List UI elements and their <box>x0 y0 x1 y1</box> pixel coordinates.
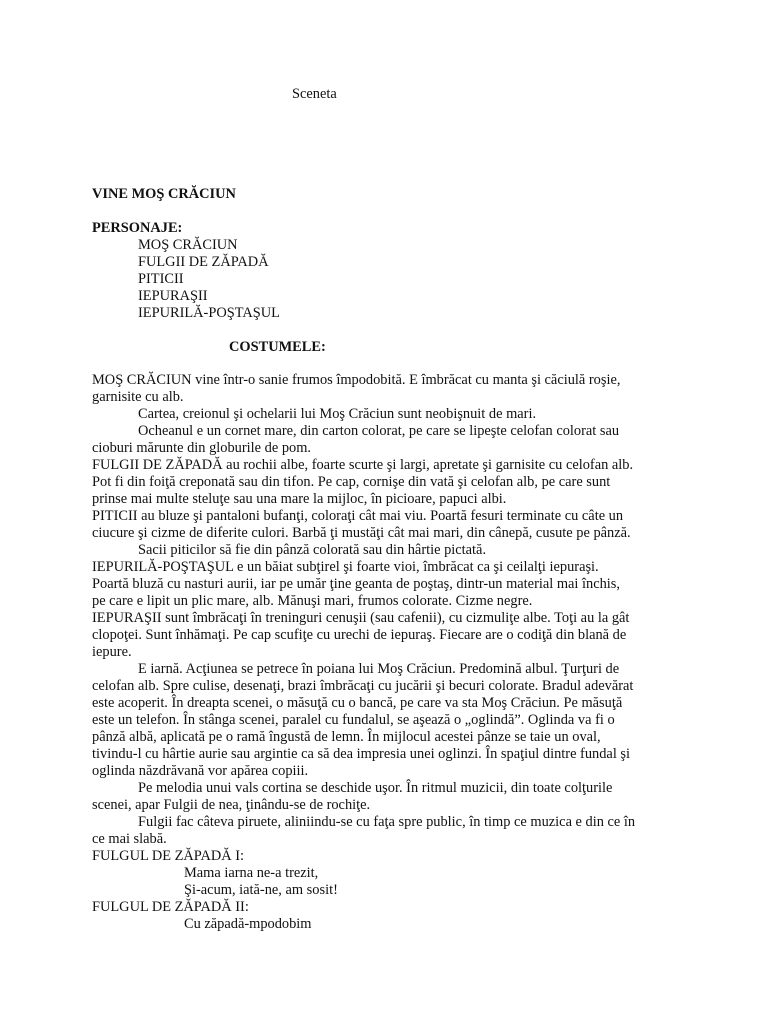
character-item: IEPURAŞII <box>138 288 208 304</box>
costumes-heading: COSTUMELE: <box>229 339 326 355</box>
text-line: IEPURILĂ-POŞTAŞUL e un băiat subţirel şi foarte vioi, îmbrăcat ca şi ceilalţi iepuraşi. <box>92 559 599 575</box>
text-line: E iarnă. Acţiunea se petrece în poiana lui Moş Crăciun. Predomină albul. Ţurţuri de <box>138 661 620 677</box>
speaker-label: FULGUL DE ZĂPADĂ II: <box>92 899 249 915</box>
text-line: tivindu-l cu hârtie aurie sau argintie ca să dea impresia unei oglinzi. În spaţiul dintre fundal şi <box>92 746 631 762</box>
text-line: oglinda năzdrăvană vor apărea copiii. <box>92 763 309 779</box>
text-line: cioburi mărunte din globurile de pom. <box>92 440 312 456</box>
text-line: pe care e lipit un plic mare, alb. Mănuşi mari, frumos colorate. Cizme negre. <box>92 593 533 609</box>
text-line: Sacii piticilor să fie din pânză colorată sau din hârtie pictată. <box>138 542 487 558</box>
speaker-label: FULGUL DE ZĂPADĂ I: <box>92 848 245 864</box>
text-line: FULGII DE ZĂPADĂ au rochii albe, foarte scurte şi largi, apretate şi garnisite cu celofan alb. <box>92 457 634 473</box>
text-line: ciucure şi cizme de diferite culori. Barbă ţi mustăţi cât mai mari, din cânepă, cusute pe pânză. <box>92 525 631 541</box>
text-line: Pe melodia unui vals cortina se deschide uşor. În ritmul muzicii, din toate colţurile <box>138 780 613 796</box>
text-line: MOŞ CRĂCIUN vine într-o sanie frumos împodobită. E îmbrăcat cu manta şi căciulă roşie, <box>92 372 621 388</box>
text-line: clopoţei. Sunt înhămaţi. Pe cap scufiţe cu urechi de iepuraş. Fiecare are o codiţă din blană de <box>92 627 627 643</box>
document-title: VINE MOŞ CRĂCIUN <box>92 186 236 202</box>
character-item: PITICII <box>138 271 184 287</box>
text-line: IEPURAŞII sunt îmbrăcaţi în treninguri cenuşii (sau cafenii), cu cizmuliţe albe. Toţi au la gât <box>92 610 630 626</box>
text-line: PITICII au bluze şi pantaloni bufanţi, coloraţi cât mai viu. Poartă fesuri terminate cu câte un <box>92 508 624 524</box>
text-line: Cartea, creionul şi ochelarii lui Moş Crăciun sunt neobişnuit de mari. <box>138 406 537 422</box>
text-line: celofan alb. Spre culise, desenaţi, brazi îmbrăcaţi cu jucării şi becuri colorate. Bradul adevărat <box>92 678 634 694</box>
text-line: este un telefon. În stânga scenei, paralel cu fundalul, se aşează o „oglindă”. Oglinda va fi o <box>92 712 615 728</box>
text-line: scenei, apar Fulgii de nea, ţinându-se de rochiţe. <box>92 797 371 813</box>
text-line: prinse mai multe steluţe sau una mare la mijloc, în picioare, papuci albi. <box>92 491 507 507</box>
text-line: garnisite cu alb. <box>92 389 184 405</box>
text-line: Ocheanul e un cornet mare, din carton colorat, pe care se lipeşte celofan colorat sau <box>138 423 620 439</box>
text-line: Pot fi din foiţă creponată sau din tifon. Pe cap, cornişe din vată şi celofan alb, pe care sunt <box>92 474 611 490</box>
document-header: Sceneta <box>292 86 337 102</box>
text-line: iepure. <box>92 644 132 660</box>
text-line: Poartă bluză cu nasturi aurii, iar pe umăr ţine geanta de poştaş, dintr-un material mai închis, <box>92 576 620 592</box>
dialogue-line: Mama iarna ne-a trezit, <box>184 865 319 881</box>
character-item: FULGII DE ZĂPADĂ <box>138 254 269 270</box>
character-item: MOŞ CRĂCIUN <box>138 237 238 253</box>
dialogue-line: Cu zăpadă-mpodobim <box>184 916 312 932</box>
text-line: pânză albă, aplicată pe o ramă îngustă de lemn. În mijlocul acestei pânze se taie un oval, <box>92 729 601 745</box>
characters-heading: PERSONAJE: <box>92 220 183 236</box>
text-line: este acoperit. În dreapta scenei, o măsuţă cu o bancă, pe care va sta Moş Crăciun. Pe măsuţă <box>92 695 623 711</box>
character-item: IEPURILĂ-POŞTAŞUL <box>138 305 280 321</box>
dialogue-line: Şi-acum, iată-ne, am sosit! <box>184 882 338 898</box>
text-line: Fulgii fac câteva piruete, aliniindu-se cu faţa spre public, în timp ce muzica e din ce în <box>138 814 636 830</box>
text-line: ce mai slabă. <box>92 831 167 847</box>
